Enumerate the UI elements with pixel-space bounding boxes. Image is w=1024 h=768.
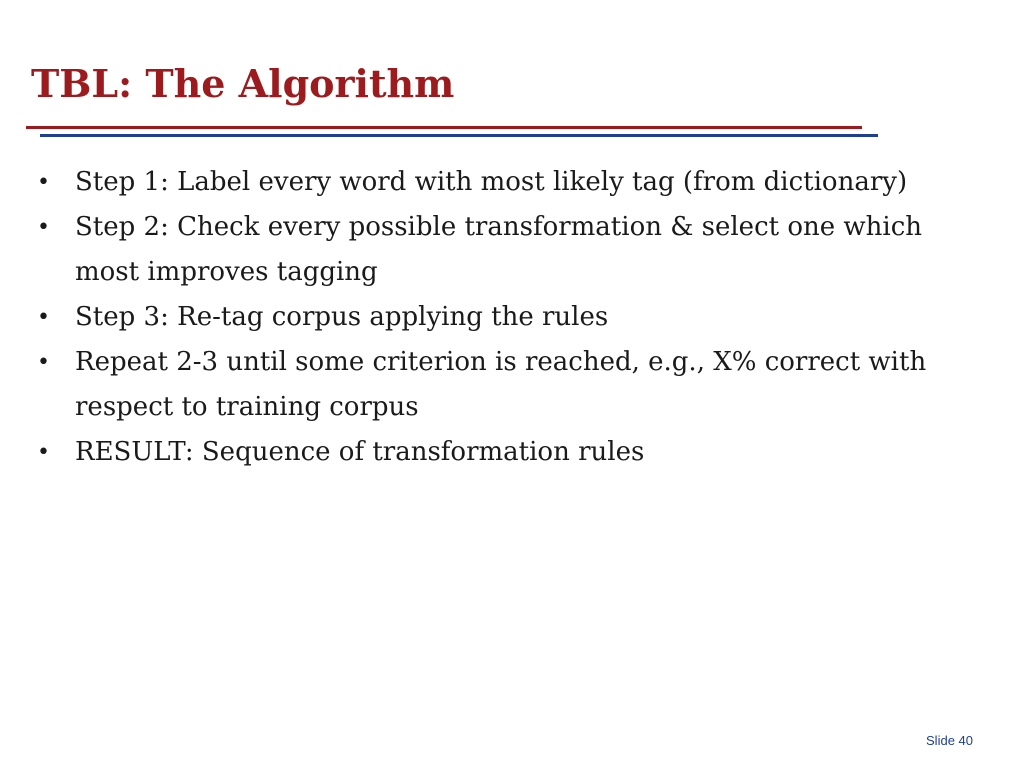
bullet-icon: • [37,440,50,465]
title-underline-blue [40,134,878,137]
bullet-item [37,205,977,295]
bullet-item [37,430,977,475]
bullet-icon: • [37,350,50,375]
slide-number: Slide 40 [926,733,973,748]
title-underline-red [26,126,862,129]
bullet-text: Step 1: Label every word with most likely tag (from dictionary) [75,167,908,197]
bullet-text: Step 3: Re-tag corpus applying the rules [75,302,609,332]
bullet-item [37,340,977,430]
slide-title: TBL: The Algorithm [31,61,455,106]
bullet-text: Step 2: Check every possible transformation & select one which most improves tagging [75,212,923,287]
bullet-list [37,160,977,475]
bullet-icon: • [37,215,50,240]
bullet-text: RESULT: Sequence of transformation rules [75,437,645,467]
bullet-text: Repeat 2-3 until some criterion is reached, e.g., X% correct with respect to training corpus [75,347,927,422]
bullet-item [37,160,977,205]
bullet-item [37,295,977,340]
bullet-icon: • [37,305,50,330]
bullet-icon: • [37,170,50,195]
